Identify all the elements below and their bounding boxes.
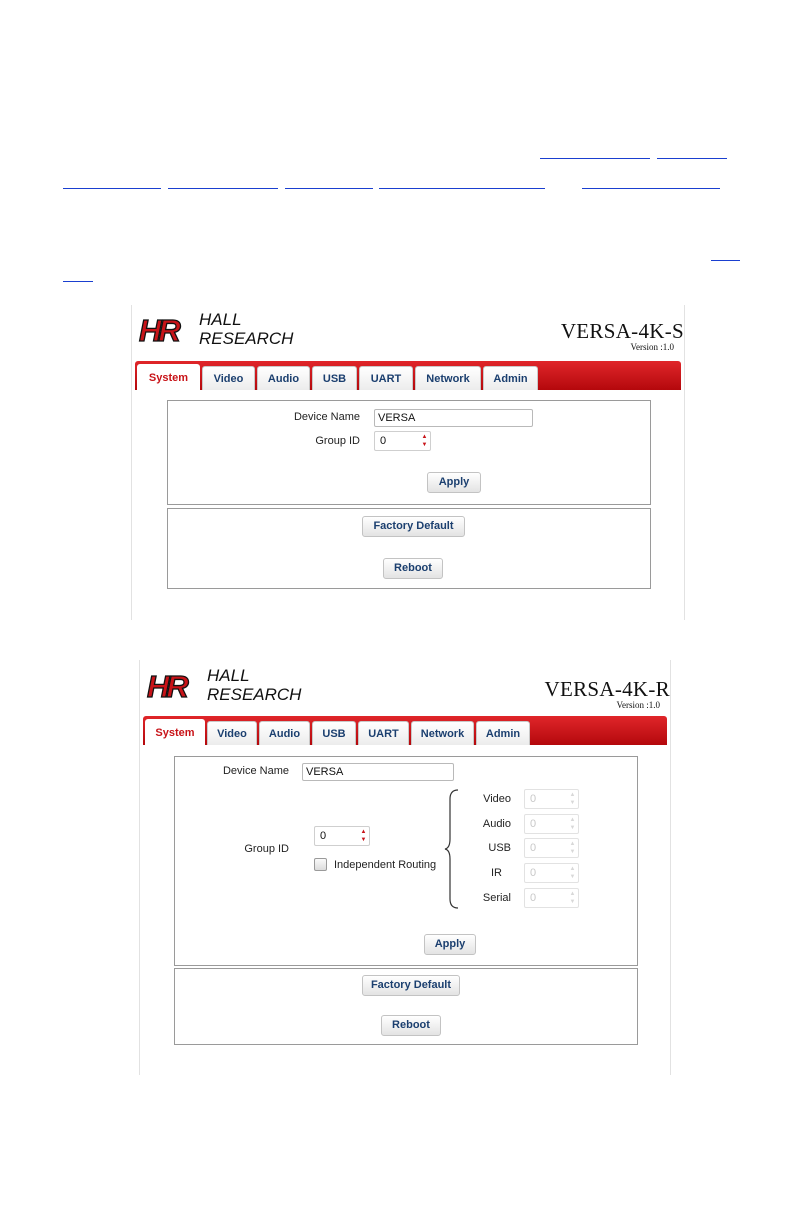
tab-uart[interactable]: UART <box>358 721 409 745</box>
hall-research-logo <box>145 663 335 705</box>
model-name: VERSA-4K-R <box>544 677 670 701</box>
tab-network[interactable]: Network <box>415 366 481 390</box>
svg-text:RESEARCH: RESEARCH <box>207 685 302 704</box>
device-settings-panel <box>174 756 638 966</box>
doc-link[interactable] <box>379 188 545 189</box>
route-audio-stepper[interactable]: 0 ▲ ▼ <box>524 814 579 834</box>
group-id-value: 0 <box>380 435 387 447</box>
route-usb-stepper[interactable]: 0 ▲ ▼ <box>524 838 579 858</box>
tab-video[interactable]: Video <box>207 721 257 745</box>
maintenance-panel <box>167 508 651 589</box>
independent-routing-checkbox[interactable] <box>314 858 327 871</box>
stepper-arrows-icon: ▲ ▼ <box>569 792 576 806</box>
tab-system[interactable]: System <box>145 719 205 745</box>
stepper-arrows-icon: ▲ ▼ <box>569 891 576 905</box>
route-video-stepper[interactable]: 0 ▲ ▼ <box>524 789 579 809</box>
stepper-arrows-icon: ▲ ▼ <box>569 866 576 880</box>
route-audio-label: Audio <box>482 818 511 830</box>
doc-link[interactable] <box>168 188 278 189</box>
tab-admin[interactable]: Admin <box>483 366 538 390</box>
svg-text:HR: HR <box>139 313 178 348</box>
apply-button[interactable]: Apply <box>427 472 481 493</box>
route-video-label: Video <box>483 793 511 805</box>
svg-text:HR: HR <box>147 669 186 704</box>
stepper-arrows-icon: ▲ ▼ <box>569 841 576 855</box>
tab-usb[interactable]: USB <box>312 721 356 745</box>
tab-audio[interactable]: Audio <box>259 721 310 745</box>
tab-network[interactable]: Network <box>411 721 474 745</box>
group-id-label: Group ID <box>315 435 360 447</box>
tab-bar <box>135 361 681 390</box>
group-id-value: 0 <box>320 830 327 842</box>
tab-usb[interactable]: USB <box>312 366 357 390</box>
tab-video[interactable]: Video <box>202 366 255 390</box>
group-id-stepper[interactable] <box>314 826 370 846</box>
tab-bar <box>143 716 667 745</box>
doc-link[interactable] <box>285 188 373 189</box>
tab-uart[interactable]: UART <box>359 366 413 390</box>
version-label: Version :1.0 <box>630 342 674 352</box>
receiver-webui <box>139 660 671 1075</box>
device-name-input[interactable] <box>302 763 454 781</box>
svg-text:HALL: HALL <box>199 310 242 329</box>
stepper-arrows-icon[interactable]: ▲ ▼ <box>421 434 428 448</box>
model-title <box>484 320 684 353</box>
doc-link[interactable] <box>540 158 650 159</box>
doc-link[interactable] <box>657 158 727 159</box>
reboot-button[interactable]: Reboot <box>383 558 443 579</box>
maintenance-panel <box>174 968 638 1045</box>
device-name-label: Device Name <box>222 765 289 777</box>
device-name-input[interactable] <box>374 409 533 427</box>
model-title <box>470 678 670 711</box>
tab-admin[interactable]: Admin <box>476 721 530 745</box>
route-ir-stepper[interactable]: 0 ▲ ▼ <box>524 863 579 883</box>
stepper-arrows-icon[interactable]: ▲ ▼ <box>360 829 367 843</box>
device-name-label: Device Name <box>293 411 360 423</box>
hall-research-logo <box>137 307 327 349</box>
model-name: VERSA-4K-S <box>560 319 684 343</box>
sender-webui <box>131 305 685 620</box>
route-serial-stepper[interactable]: 0 ▲ ▼ <box>524 888 579 908</box>
factory-default-button[interactable]: Factory Default <box>362 975 460 996</box>
doc-link[interactable] <box>711 260 740 261</box>
tab-system[interactable]: System <box>137 364 200 390</box>
stepper-arrows-icon: ▲ ▼ <box>569 817 576 831</box>
group-id-label: Group ID <box>244 843 289 855</box>
svg-text:RESEARCH: RESEARCH <box>199 329 294 348</box>
group-id-stepper[interactable] <box>374 431 431 451</box>
doc-link[interactable] <box>63 188 161 189</box>
independent-routing-label: Independent Routing <box>334 859 437 871</box>
apply-button[interactable]: Apply <box>424 934 476 955</box>
factory-default-button[interactable]: Factory Default <box>362 516 465 537</box>
route-usb-label: USB <box>488 842 511 854</box>
route-serial-label: Serial <box>482 892 511 904</box>
tab-audio[interactable]: Audio <box>257 366 310 390</box>
version-label: Version :1.0 <box>616 700 660 710</box>
reboot-button[interactable]: Reboot <box>381 1015 441 1036</box>
doc-link[interactable] <box>582 188 720 189</box>
svg-text:HALL: HALL <box>207 666 250 685</box>
doc-link[interactable] <box>63 281 93 282</box>
route-ir-label: IR <box>491 867 502 879</box>
brace-icon <box>444 789 460 909</box>
device-settings-panel <box>167 400 651 505</box>
